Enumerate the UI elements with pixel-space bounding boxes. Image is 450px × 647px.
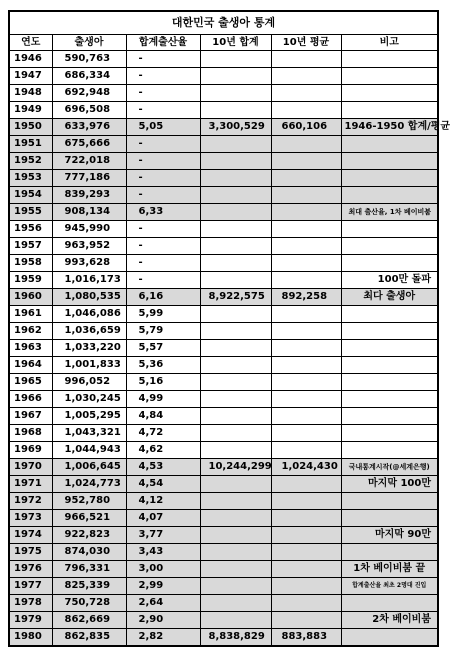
cell-births: 908,134 (52, 204, 126, 221)
cell-births: 1,033,220 (52, 340, 126, 357)
cell-births: 1,024,773 (52, 476, 126, 493)
cell-decade-sum (200, 561, 271, 578)
cell-year: 1979 (10, 612, 52, 629)
table-row (10, 391, 437, 408)
cell-decade-average (271, 442, 341, 459)
cell-decade-sum (200, 340, 271, 357)
cell-decade-sum (200, 374, 271, 391)
cell-births: 750,728 (52, 595, 126, 612)
cell-decade-average (271, 238, 341, 255)
table-row (10, 272, 437, 289)
cell-note: 최대 출산율, 1차 베이비붐 (341, 204, 437, 221)
cell-note (341, 136, 437, 153)
cell-note (341, 51, 437, 68)
cell-note: 국내통계시작(@세계은행) (341, 459, 437, 476)
cell-births: 966,521 (52, 510, 126, 527)
cell-year: 1967 (10, 408, 52, 425)
cell-year: 1971 (10, 476, 52, 493)
cell-fertility-rate: - (126, 255, 200, 272)
cell-births: 1,046,086 (52, 306, 126, 323)
cell-births: 862,669 (52, 612, 126, 629)
cell-decade-average (271, 51, 341, 68)
table-row (10, 238, 437, 255)
cell-decade-average (271, 374, 341, 391)
cell-decade-average (271, 527, 341, 544)
cell-year: 1976 (10, 561, 52, 578)
cell-note (341, 102, 437, 119)
cell-decade-sum (200, 425, 271, 442)
cell-year: 1973 (10, 510, 52, 527)
cell-births: 686,334 (52, 68, 126, 85)
cell-births: 922,823 (52, 527, 126, 544)
cell-year: 1978 (10, 595, 52, 612)
cell-note: 1차 베이비붐 끝 (341, 561, 437, 578)
table-row (10, 374, 437, 391)
cell-fertility-rate: - (126, 153, 200, 170)
header-fertility-rate: 합계출산율 (126, 35, 200, 51)
cell-fertility-rate: 4,62 (126, 442, 200, 459)
cell-note (341, 340, 437, 357)
cell-note (341, 442, 437, 459)
cell-decade-average (271, 476, 341, 493)
cell-decade-average: 660,106 (271, 119, 341, 136)
cell-births: 1,005,295 (52, 408, 126, 425)
cell-note (341, 85, 437, 102)
cell-decade-average (271, 68, 341, 85)
cell-decade-sum (200, 357, 271, 374)
cell-decade-average (271, 357, 341, 374)
cell-decade-average (271, 255, 341, 272)
cell-note (341, 493, 437, 510)
table-row (10, 51, 437, 68)
cell-decade-sum (200, 85, 271, 102)
cell-fertility-rate: 3,77 (126, 527, 200, 544)
cell-note (341, 170, 437, 187)
cell-births: 993,628 (52, 255, 126, 272)
cell-year: 1946 (10, 51, 52, 68)
cell-year: 1970 (10, 459, 52, 476)
cell-births: 839,293 (52, 187, 126, 204)
cell-note (341, 510, 437, 527)
cell-fertility-rate: 4,84 (126, 408, 200, 425)
cell-fertility-rate: 2,99 (126, 578, 200, 595)
cell-births: 692,948 (52, 85, 126, 102)
table-row (10, 357, 437, 374)
cell-fertility-rate: 3,00 (126, 561, 200, 578)
table-row (10, 595, 437, 612)
cell-decade-average (271, 391, 341, 408)
cell-year: 1949 (10, 102, 52, 119)
cell-note (341, 374, 437, 391)
table-row (10, 578, 437, 595)
cell-fertility-rate: 3,43 (126, 544, 200, 561)
cell-decade-average (271, 187, 341, 204)
cell-births: 722,018 (52, 153, 126, 170)
cell-decade-average: 892,258 (271, 289, 341, 306)
cell-decade-sum: 8,922,575 (200, 289, 271, 306)
cell-fertility-rate: - (126, 272, 200, 289)
table-row (10, 476, 437, 493)
cell-note (341, 323, 437, 340)
cell-year: 1947 (10, 68, 52, 85)
table-row (10, 323, 437, 340)
table-row (10, 442, 437, 459)
cell-note (341, 595, 437, 612)
cell-decade-sum (200, 136, 271, 153)
cell-births: 1,080,535 (52, 289, 126, 306)
table-row (10, 527, 437, 544)
cell-year: 1977 (10, 578, 52, 595)
cell-fertility-rate: - (126, 136, 200, 153)
cell-decade-sum (200, 442, 271, 459)
table-row (10, 629, 437, 646)
cell-fertility-rate: - (126, 85, 200, 102)
cell-decade-average (271, 612, 341, 629)
cell-year: 1966 (10, 391, 52, 408)
cell-decade-sum (200, 255, 271, 272)
cell-decade-average (271, 595, 341, 612)
table-row (10, 85, 437, 102)
table-row (10, 119, 437, 136)
cell-births: 675,666 (52, 136, 126, 153)
cell-year: 1963 (10, 340, 52, 357)
cell-decade-sum (200, 510, 271, 527)
cell-fertility-rate: - (126, 170, 200, 187)
cell-note: 마지막 100만 (341, 476, 437, 493)
cell-year: 1968 (10, 425, 52, 442)
cell-fertility-rate: - (126, 187, 200, 204)
cell-decade-average (271, 408, 341, 425)
cell-fertility-rate: - (126, 68, 200, 85)
cell-year: 1980 (10, 629, 52, 646)
cell-decade-average (271, 136, 341, 153)
table-row (10, 136, 437, 153)
cell-decade-average: 883,883 (271, 629, 341, 646)
table-row (10, 153, 437, 170)
cell-decade-sum (200, 306, 271, 323)
cell-note (341, 306, 437, 323)
cell-decade-average (271, 493, 341, 510)
cell-decade-sum (200, 408, 271, 425)
header-decade-sum: 10년 합계 (200, 35, 271, 51)
statistics-sheet (8, 10, 450, 647)
header-note: 비고 (341, 35, 437, 51)
cell-births: 963,952 (52, 238, 126, 255)
cell-births: 1,006,645 (52, 459, 126, 476)
cell-decade-average (271, 102, 341, 119)
table-row (10, 306, 437, 323)
cell-births: 996,052 (52, 374, 126, 391)
table-row (10, 510, 437, 527)
cell-note (341, 187, 437, 204)
cell-fertility-rate: 5,36 (126, 357, 200, 374)
cell-decade-sum (200, 527, 271, 544)
table-row (10, 425, 437, 442)
cell-births: 952,780 (52, 493, 126, 510)
cell-decade-average (271, 306, 341, 323)
cell-note (341, 425, 437, 442)
cell-fertility-rate: - (126, 51, 200, 68)
cell-note (341, 221, 437, 238)
cell-fertility-rate: 2,64 (126, 595, 200, 612)
cell-decade-sum (200, 493, 271, 510)
cell-note (341, 629, 437, 646)
cell-births: 696,508 (52, 102, 126, 119)
cell-decade-sum: 8,838,829 (200, 629, 271, 646)
table-row (10, 493, 437, 510)
cell-decade-sum (200, 221, 271, 238)
table-row (10, 544, 437, 561)
cell-births: 1,016,173 (52, 272, 126, 289)
cell-decade-average (271, 153, 341, 170)
cell-year: 1958 (10, 255, 52, 272)
table-row (10, 221, 437, 238)
cell-decade-sum (200, 612, 271, 629)
cell-decade-sum (200, 476, 271, 493)
header-row (10, 35, 437, 51)
cell-year: 1975 (10, 544, 52, 561)
cell-fertility-rate: 5,99 (126, 306, 200, 323)
cell-fertility-rate: - (126, 102, 200, 119)
cell-year: 1957 (10, 238, 52, 255)
cell-decade-average (271, 561, 341, 578)
cell-year: 1954 (10, 187, 52, 204)
cell-decade-sum (200, 170, 271, 187)
table-row (10, 102, 437, 119)
cell-year: 1959 (10, 272, 52, 289)
cell-fertility-rate: 4,99 (126, 391, 200, 408)
cell-decade-sum (200, 68, 271, 85)
cell-year: 1952 (10, 153, 52, 170)
cell-year: 1972 (10, 493, 52, 510)
cell-note: 마지막 90만 (341, 527, 437, 544)
cell-births: 945,990 (52, 221, 126, 238)
table-row (10, 612, 437, 629)
cell-births: 777,186 (52, 170, 126, 187)
cell-year: 1964 (10, 357, 52, 374)
table-row (10, 170, 437, 187)
cell-year: 1953 (10, 170, 52, 187)
cell-note (341, 255, 437, 272)
cell-decade-sum (200, 595, 271, 612)
cell-births: 590,763 (52, 51, 126, 68)
cell-decade-average (271, 544, 341, 561)
cell-decade-average (271, 323, 341, 340)
cell-year: 1962 (10, 323, 52, 340)
cell-births: 1,036,659 (52, 323, 126, 340)
cell-year: 1965 (10, 374, 52, 391)
cell-note: 합계출산율 최초 2명대 진입 (341, 578, 437, 595)
cell-decade-sum (200, 391, 271, 408)
birth-statistics-table (10, 35, 450, 645)
cell-decade-sum (200, 187, 271, 204)
table-row (10, 68, 437, 85)
cell-births: 825,339 (52, 578, 126, 595)
cell-note: 2차 베이비붐 (341, 612, 437, 629)
cell-births: 1,030,245 (52, 391, 126, 408)
cell-note (341, 408, 437, 425)
cell-decade-average: 1,024,430 (271, 459, 341, 476)
cell-decade-sum (200, 102, 271, 119)
cell-decade-sum: 10,244,299 (200, 459, 271, 476)
cell-year: 1956 (10, 221, 52, 238)
cell-decade-sum (200, 578, 271, 595)
cell-decade-average (271, 425, 341, 442)
cell-decade-average (271, 170, 341, 187)
cell-note (341, 391, 437, 408)
table-row (10, 561, 437, 578)
cell-fertility-rate: - (126, 221, 200, 238)
cell-decade-sum (200, 323, 271, 340)
cell-fertility-rate: 4,72 (126, 425, 200, 442)
cell-fertility-rate: 4,12 (126, 493, 200, 510)
header-year: 연도 (10, 35, 52, 51)
cell-decade-average (271, 510, 341, 527)
cell-fertility-rate: 4,07 (126, 510, 200, 527)
cell-births: 796,331 (52, 561, 126, 578)
table-row (10, 289, 437, 306)
cell-births: 862,835 (52, 629, 126, 646)
cell-decade-sum (200, 238, 271, 255)
cell-note: 100만 돌파 (341, 272, 437, 289)
cell-fertility-rate: 4,53 (126, 459, 200, 476)
cell-fertility-rate: 4,54 (126, 476, 200, 493)
cell-decade-sum (200, 153, 271, 170)
cell-decade-sum (200, 544, 271, 561)
cell-note (341, 153, 437, 170)
cell-year: 1974 (10, 527, 52, 544)
table-row (10, 459, 437, 476)
cell-decade-average (271, 272, 341, 289)
cell-year: 1951 (10, 136, 52, 153)
cell-decade-sum: 3,300,529 (200, 119, 271, 136)
cell-note (341, 238, 437, 255)
cell-decade-average (271, 340, 341, 357)
table-row (10, 255, 437, 272)
table-row (10, 204, 437, 221)
cell-births: 1,044,943 (52, 442, 126, 459)
cell-year: 1955 (10, 204, 52, 221)
cell-births: 1,001,833 (52, 357, 126, 374)
cell-year: 1960 (10, 289, 52, 306)
cell-note (341, 357, 437, 374)
cell-fertility-rate: 5,79 (126, 323, 200, 340)
cell-fertility-rate: 5,16 (126, 374, 200, 391)
cell-decade-average (271, 85, 341, 102)
table-row (10, 408, 437, 425)
cell-note: 최다 출생아 (341, 289, 437, 306)
cell-fertility-rate: 6,16 (126, 289, 200, 306)
cell-fertility-rate: 2,90 (126, 612, 200, 629)
cell-note: 1946-1950 합계/평균 (341, 119, 437, 136)
cell-fertility-rate: 5,05 (126, 119, 200, 136)
cell-year: 1969 (10, 442, 52, 459)
cell-decade-average (271, 204, 341, 221)
cell-fertility-rate: 6,33 (126, 204, 200, 221)
cell-fertility-rate: - (126, 238, 200, 255)
table-title: 대한민국 출생아 통계 (10, 12, 437, 35)
table-row (10, 187, 437, 204)
cell-births: 1,043,321 (52, 425, 126, 442)
header-births: 출생아 (52, 35, 126, 51)
cell-year: 1948 (10, 85, 52, 102)
cell-year: 1950 (10, 119, 52, 136)
table-row (10, 340, 437, 357)
cell-note (341, 68, 437, 85)
cell-decade-average (271, 578, 341, 595)
cell-note (341, 544, 437, 561)
header-decade-average: 10년 평균 (271, 35, 341, 51)
cell-decade-sum (200, 272, 271, 289)
cell-fertility-rate: 2,82 (126, 629, 200, 646)
cell-births: 633,976 (52, 119, 126, 136)
cell-decade-average (271, 221, 341, 238)
cell-year: 1961 (10, 306, 52, 323)
cell-decade-sum (200, 51, 271, 68)
cell-fertility-rate: 5,57 (126, 340, 200, 357)
cell-decade-sum (200, 204, 271, 221)
cell-births: 874,030 (52, 544, 126, 561)
